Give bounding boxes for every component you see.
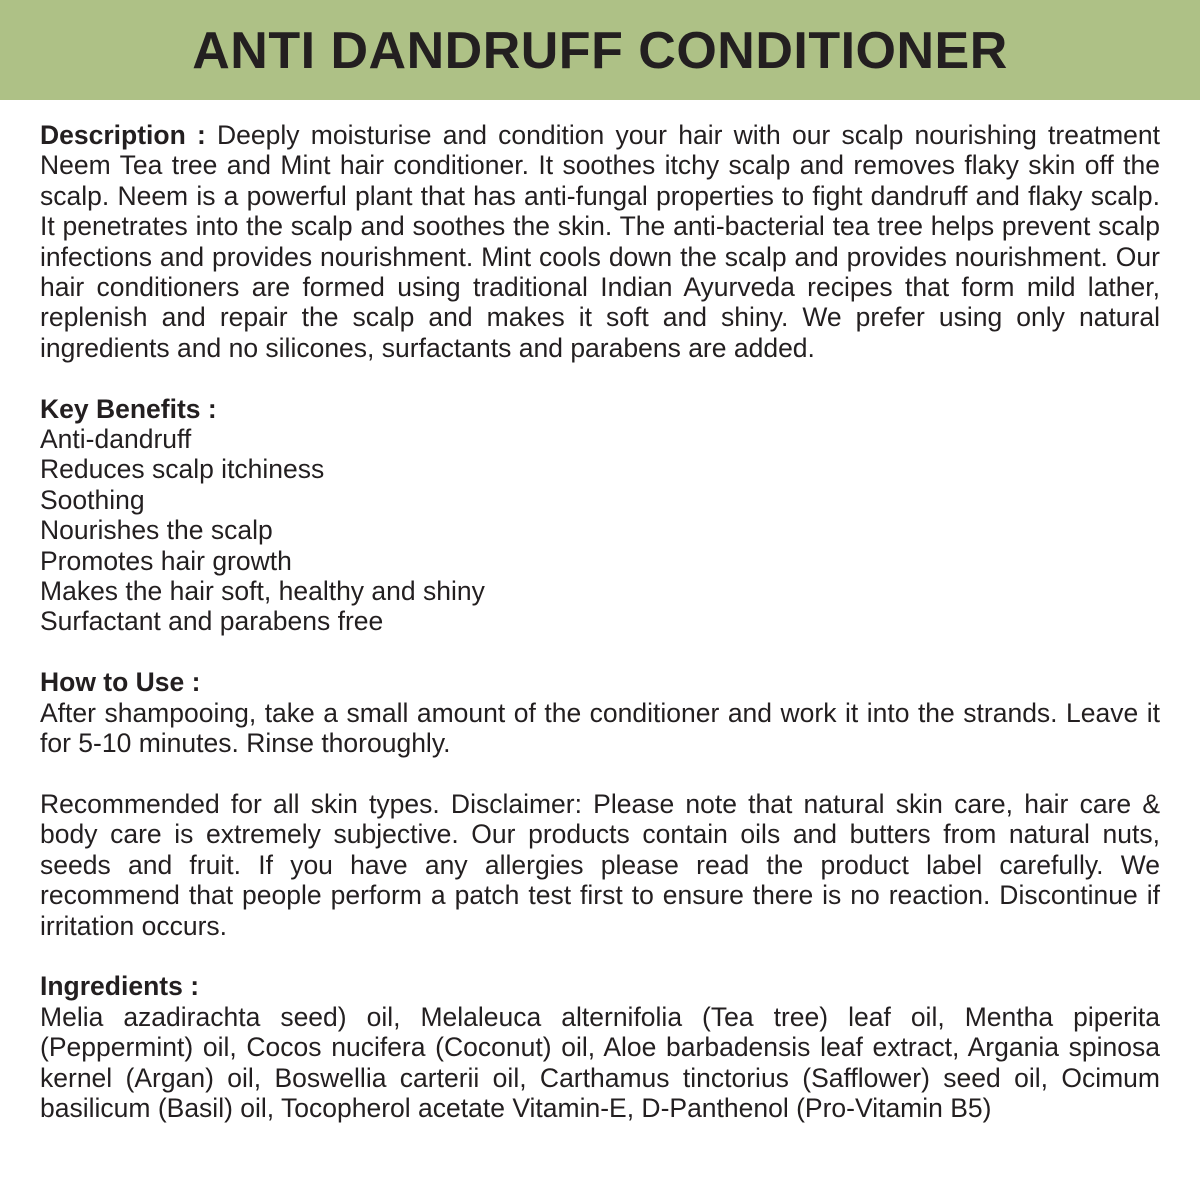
product-info — [40, 120, 1160, 1123]
section-spacer — [40, 637, 1160, 667]
ingredients-section — [40, 971, 1160, 1123]
benefit-item: Surfactant and parabens free — [40, 606, 384, 637]
disclaimer-text: Recommended for all skin types. Disclaimer: Please note that natural skin care, hair care & body care is extremely subjective. Our products contain oils and butters from natural nuts, seeds and fruit. If you have any allergies please read the product label carefully. We recommend that people perform a patch test first to ensure there is no reaction. Discontinue if irritation occurs. — [40, 788, 1160, 941]
benefit-item: Reduces scalp itchiness — [40, 454, 325, 485]
description-label: Description : — [40, 120, 206, 150]
benefit-item: Anti-dandruff — [40, 424, 192, 455]
description-text: Deeply moisturise and condition your hair with our scalp nourishing treatment Neem Tea tree and Mint hair conditioner. It soothes itchy scalp and removes flaky skin off the scalp. Neem is a powerful plant that has anti-fungal properties to fight dandruff and flaky scalp. It penetrates into the scalp and soothes the skin. The anti-bacterial tea tree helps prevent scalp infections and provides nourishment. Mint cools down the scalp and provides nourishment. Our hair conditioners are formed using traditional Indian Ayurveda recipes that form mild lather, replenish and repair the scalp and makes it soft and shiny. We prefer using only natural ingredients and no silicones, surfactants and parabens are added. — [40, 120, 1160, 363]
key-benefits-list — [40, 424, 1160, 637]
key-benefits-section — [40, 394, 1160, 637]
description-section — [40, 120, 1160, 363]
section-spacer — [40, 363, 1160, 393]
ingredients-label: Ingredients : — [40, 971, 200, 1002]
benefit-item: Makes the hair soft, healthy and shiny — [40, 576, 485, 607]
how-to-use-text: After shampooing, take a small amount of the conditioner and work it into the strands. Leave it for 5-10 minutes. Rinse thoroughly. — [40, 697, 1160, 759]
section-spacer — [40, 941, 1160, 971]
benefit-item: Soothing — [40, 484, 145, 515]
benefit-item: Nourishes the scalp — [40, 515, 273, 546]
ingredients-text: Melia azadirachta seed) oil, Melaleuca alternifolia (Tea tree) leaf oil, Mentha piperita (Peppermint) oil, Cocos nucifera (Coconut) oil, Aloe barbadensis leaf extract, Argania spinosa kernel (Argan) oil, Boswellia carterii oil, Carthamus tinctorius (Safflower) seed oil, Ocimum basilicum (Basil) oil, Tocopherol acetate Vitamin-E, D-Panthenol (Pro-Vitamin B5) — [40, 1001, 1160, 1123]
how-to-use-section — [40, 667, 1160, 758]
how-to-use-label: How to Use : — [40, 667, 201, 698]
title-banner — [0, 0, 1200, 100]
page-title: ANTI DANDRUFF CONDITIONER — [192, 22, 1008, 80]
key-benefits-label: Key Benefits : — [40, 393, 217, 424]
section-spacer — [40, 759, 1160, 789]
benefit-item: Promotes hair growth — [40, 545, 292, 576]
